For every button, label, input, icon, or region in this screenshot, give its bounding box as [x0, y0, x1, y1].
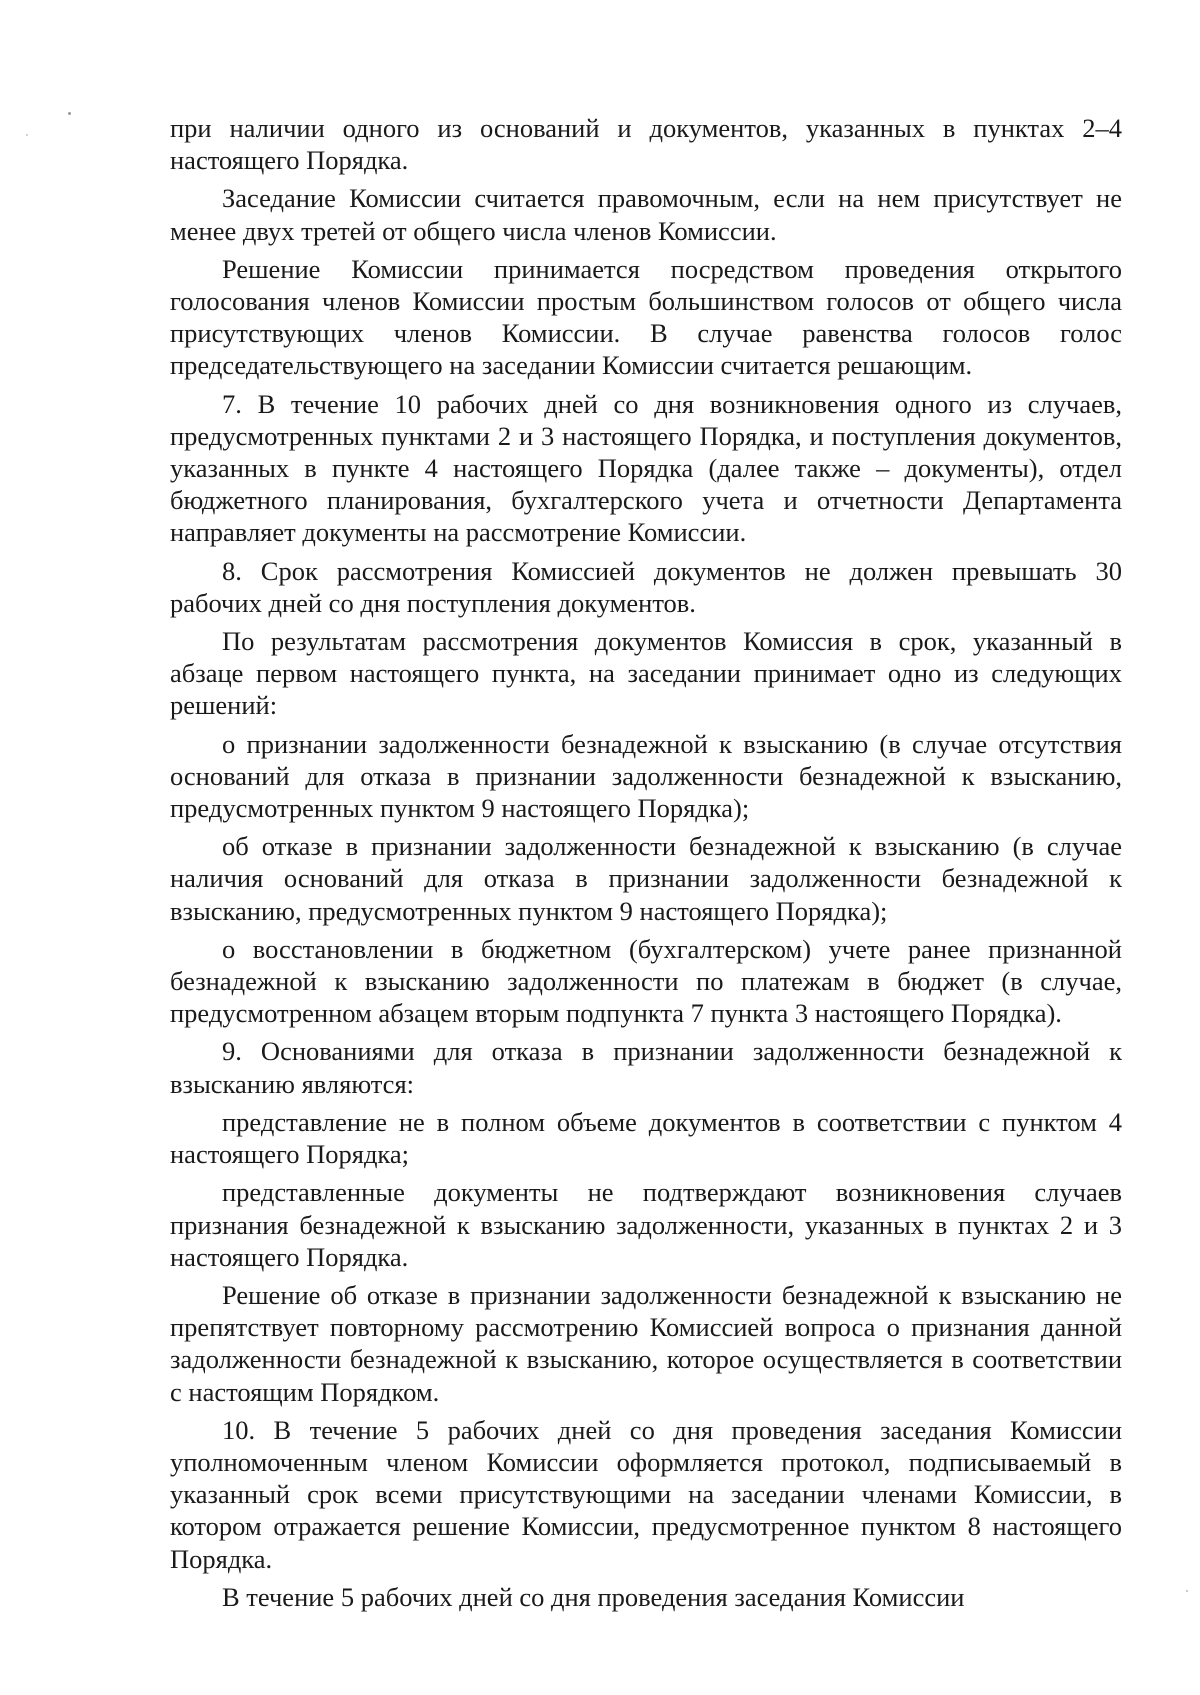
- paragraph: о восстановлении в бюджетном (бухгалтерском) учете ранее признанной безнадежной к взысканию задолженности по платежам в бюджет (в случае, предусмотренном абзацем вторым подпункта 7 пункта 3 настоящего Порядка).: [170, 933, 1122, 1029]
- paragraph: В течение 5 рабочих дней со дня проведения заседания Комиссии: [222, 1581, 965, 1612]
- paragraph: об отказе в признании задолженности безнадежной к взысканию (в случае наличия оснований для отказа в признании задолженности безнадежной к взысканию, предусмотренных пунктом 9 настоящего Порядка);: [170, 831, 1122, 926]
- paragraph: о признании задолженности безнадежной к взысканию (в случае отсутствия оснований для отказа в признании задолженности безнадежной к взысканию, предусмотренных пунктом 9 настоящего Порядка);: [170, 728, 1122, 824]
- paragraph: Решение Комиссии принимается посредством проведения открытого голосования членов Комиссии простым большинством голосов от общего числа присутствующих членов Комиссии. В случае равенства голосов голос председательствующего на заседании Комиссии считается решающим.: [170, 253, 1122, 381]
- paragraph: Решение об отказе в признании задолженности безнадежной к взысканию не препятствует повторному рассмотрению Комиссией вопроса о признания данной задолженности безнадежной к взысканию, которое осуществляется в соответствии с настоящим Порядком.: [170, 1279, 1122, 1407]
- paragraph: 8. Срок рассмотрения Комиссией документов не должен превышать 30 рабочих дней со дня поступления документов.: [170, 555, 1122, 618]
- paragraph: Заседание Комиссии считается правомочным, если на нем присутствует не менее двух третей от общего числа членов Комиссии.: [170, 183, 1122, 246]
- scan-speck: [1186, 1590, 1188, 1592]
- scan-speck: [26, 134, 28, 136]
- document-page: [170, 112, 1122, 1613]
- paragraph: при наличии одного из оснований и документов, указанных в пунктах 2–4 настоящего Порядка.: [170, 113, 1122, 176]
- paragraph: представленные документы не подтверждают возникновения случаев признания безнадежной к взысканию задолженности, указанных в пунктах 2 и 3 настоящего Порядка.: [170, 1177, 1122, 1272]
- scan-speck: [68, 112, 71, 115]
- paragraph: 9. Основаниями для отказа в признании задолженности безнадежной к взысканию являются:: [170, 1036, 1122, 1099]
- paragraph: представление не в полном объеме документов в соответствии с пунктом 4 настоящего Порядка;: [170, 1106, 1122, 1170]
- paragraph: По результатам рассмотрения документов Комиссия в срок, указанный в абзаце первом настоящего пункта, на заседании принимает одно из следующих решений:: [170, 626, 1122, 721]
- paragraph: 7. В течение 10 рабочих дней со дня возникновения одного из случаев, предусмотренных пунктами 2 и 3 настоящего Порядка, и поступления документов, указанных в пункте 4 настоящего Порядка (далее также – документы), отдел бюджетного планирования, бухгалтерского учета и отчетности Департамента направляет документы на рассмотрение Комиссии.: [170, 388, 1122, 548]
- paragraph: 10. В течение 5 рабочих дней со дня проведения заседания Комиссии уполномоченным членом Комиссии оформляется протокол, подписываемый в указанный срок всеми присутствующими на заседании членами Комиссии, в котором отражается решение Комиссии, предусмотренное пунктом 8 настоящего Порядка.: [170, 1414, 1122, 1574]
